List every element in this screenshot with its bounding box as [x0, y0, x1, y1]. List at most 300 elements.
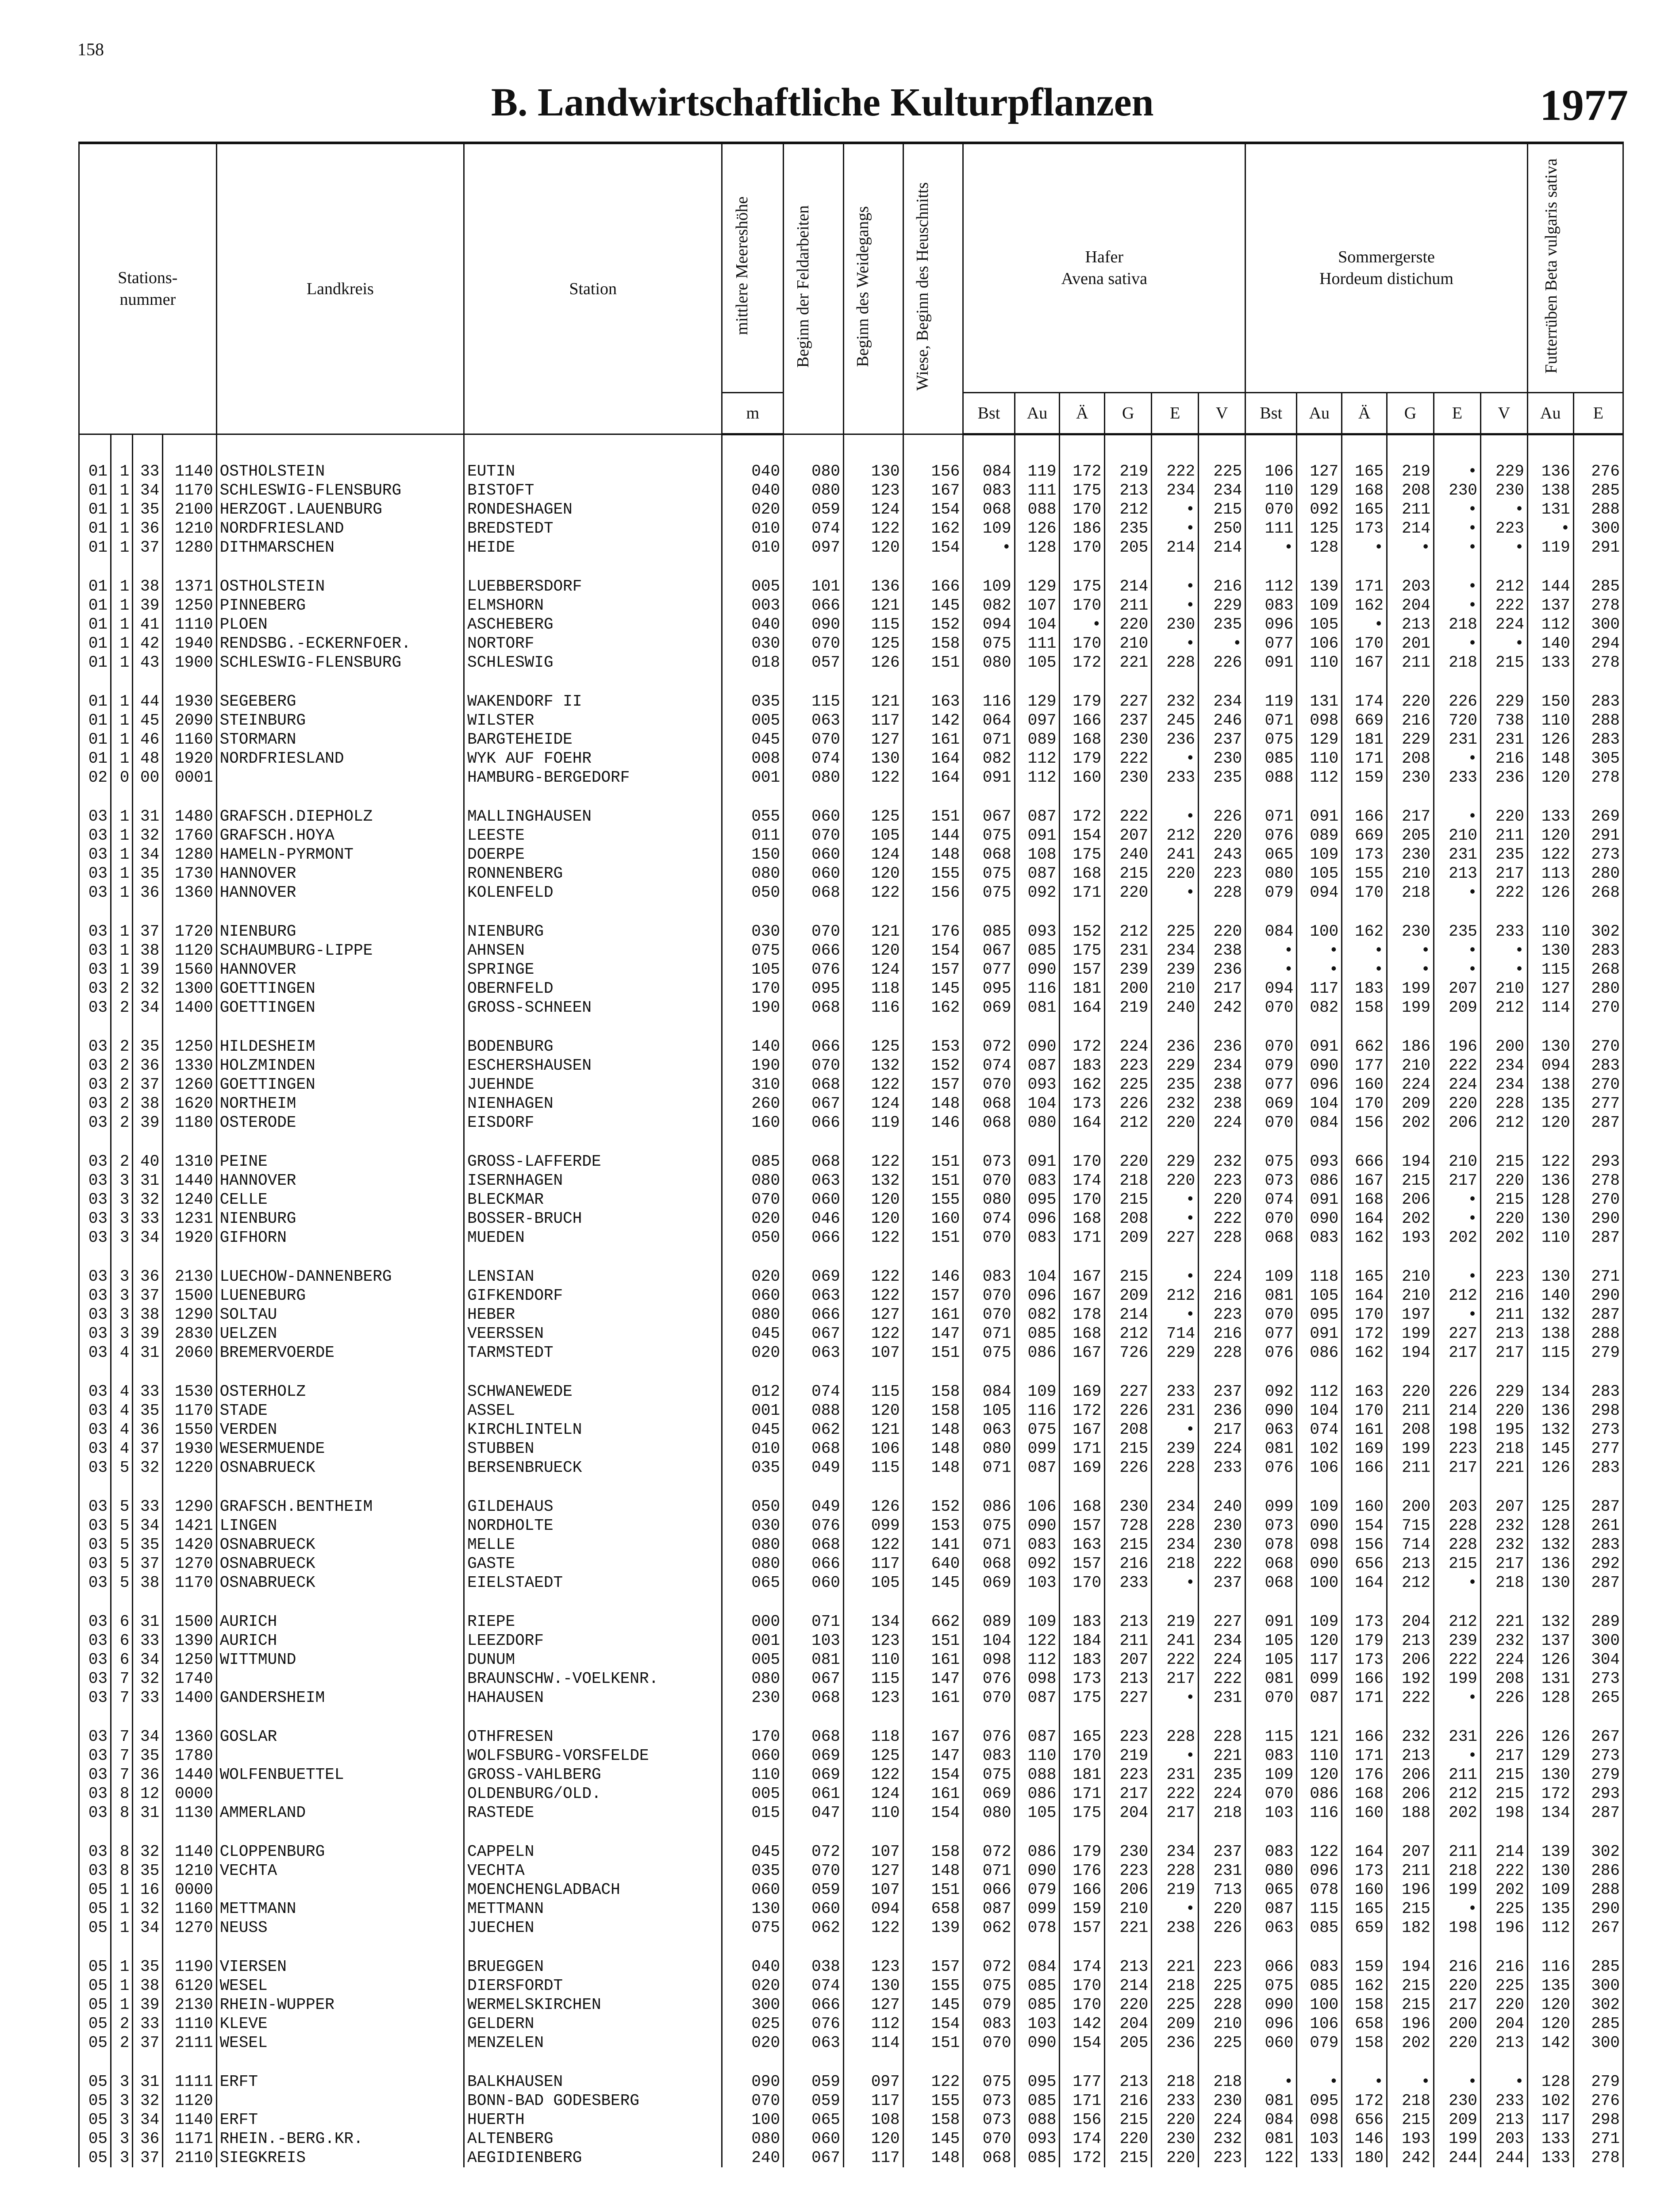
table-cell: 073	[963, 2110, 1015, 2129]
table-cell: GELDERN	[464, 2014, 722, 2033]
table-cell: 232	[1480, 1631, 1527, 1650]
table-cell	[216, 1669, 464, 1688]
table-cell: 239	[1152, 1439, 1199, 1458]
table-row	[79, 1861, 1623, 1880]
table-cell: 211	[1387, 500, 1434, 519]
table-cell: 096	[1015, 1209, 1060, 1228]
table-cell: 115	[1297, 1899, 1342, 1918]
group-spacer	[79, 434, 1623, 462]
table-cell: 136	[1527, 1401, 1573, 1420]
spacer-cell	[1060, 1247, 1105, 1267]
table-cell: 078	[1015, 1918, 1060, 1937]
table-cell: 210	[1480, 979, 1527, 998]
table-cell: 001	[722, 768, 784, 787]
table-cell: 1360	[163, 1727, 216, 1746]
spacer-cell	[1245, 1937, 1297, 1957]
table-cell: 286	[1573, 1861, 1623, 1880]
spacer-cell	[216, 1707, 464, 1727]
table-row	[79, 2091, 1623, 2110]
spacer-cell	[1060, 672, 1105, 692]
table-cell: 167	[1060, 1267, 1105, 1286]
table-cell: 05	[79, 1918, 111, 1937]
table-cell: 714	[1387, 1535, 1434, 1554]
table-cell: 213	[1480, 1324, 1527, 1343]
table-cell: 035	[722, 1861, 784, 1880]
table-row	[79, 749, 1623, 768]
table-cell: 142	[903, 711, 963, 730]
spacer-cell	[1060, 2052, 1105, 2072]
table-cell: 233	[1152, 768, 1199, 787]
table-cell: 1270	[163, 1554, 216, 1573]
spacer-cell	[1245, 1822, 1297, 1842]
spacer-cell	[163, 1477, 216, 1497]
table-cell: 1560	[163, 960, 216, 979]
table-cell: 122	[843, 1918, 903, 1937]
table-cell: HUERTH	[464, 2110, 722, 2129]
table-cell: 000	[722, 1612, 784, 1631]
spacer-cell	[963, 1477, 1015, 1497]
table-row	[79, 519, 1623, 538]
table-cell: 215	[1480, 653, 1527, 672]
table-cell: 218	[1387, 883, 1434, 902]
table-row	[79, 1899, 1623, 1918]
table-cell: 1231	[163, 1209, 216, 1228]
group-spacer	[79, 1247, 1623, 1267]
table-row	[79, 941, 1623, 960]
table-cell: 166	[903, 577, 963, 596]
table-cell: 186	[1060, 519, 1105, 538]
table-cell: •	[1434, 749, 1480, 768]
spacer-cell	[1015, 2052, 1060, 2072]
table-cell: 103	[1245, 1803, 1297, 1822]
table-cell: 183	[1060, 1056, 1105, 1075]
table-cell: 162	[903, 519, 963, 538]
table-cell: 2	[111, 1075, 132, 1094]
spacer-cell	[1297, 2052, 1342, 2072]
table-cell: 040	[722, 481, 784, 500]
table-cell: 091	[1297, 807, 1342, 826]
table-cell: 157	[903, 1957, 963, 1976]
table-cell: 060	[722, 1880, 784, 1899]
spacer-cell	[903, 672, 963, 692]
table-cell: RHEIN-WUPPER	[216, 1995, 464, 2014]
table-cell: 246	[1199, 711, 1245, 730]
table-cell: 059	[784, 2091, 844, 2110]
table-cell: 222	[1480, 596, 1527, 615]
spacer-cell	[722, 434, 784, 462]
table-cell: OSTERHOLZ	[216, 1382, 464, 1401]
table-row	[79, 2033, 1623, 2052]
table-cell: •	[1434, 519, 1480, 538]
table-cell: OSNABRUECK	[216, 1458, 464, 1477]
table-cell: WESEL	[216, 2033, 464, 2052]
table-cell: 098	[963, 1650, 1015, 1669]
table-cell: 229	[1480, 692, 1527, 711]
table-cell: 287	[1573, 1803, 1623, 1822]
spacer-cell	[79, 672, 111, 692]
table-cell: 287	[1573, 1497, 1623, 1516]
table-cell: ERFT	[216, 2110, 464, 2129]
table-cell: 199	[1434, 2129, 1480, 2148]
table-cell: 225	[1199, 1976, 1245, 1995]
spacer-cell	[1245, 434, 1297, 462]
table-cell: 072	[784, 1842, 844, 1861]
table-cell: 070	[722, 1190, 784, 1209]
table-cell: 012	[722, 1382, 784, 1401]
table-cell: 223	[1105, 1056, 1152, 1075]
table-cell: 229	[1387, 730, 1434, 749]
table-cell: 226	[1199, 653, 1245, 672]
table-cell: 1300	[163, 979, 216, 998]
table-cell: 086	[1297, 1343, 1342, 1362]
table-cell: 163	[903, 692, 963, 711]
table-cell: 1	[111, 960, 132, 979]
table-cell: 224	[1199, 2110, 1245, 2129]
table-cell: 137	[1527, 596, 1573, 615]
spacer-cell	[843, 557, 903, 577]
table-cell: 1270	[163, 1918, 216, 1937]
table-row	[79, 1286, 1623, 1305]
spacer-cell	[722, 2052, 784, 2072]
table-cell: 1	[111, 845, 132, 864]
table-cell: 1	[111, 577, 132, 596]
table-cell: 1290	[163, 1497, 216, 1516]
table-cell: 203	[1480, 2129, 1527, 2148]
table-cell: 3	[111, 1190, 132, 1209]
table-cell: 067	[784, 2148, 844, 2167]
table-cell: 068	[1245, 1228, 1297, 1247]
table-cell: 220	[1480, 1171, 1527, 1190]
table-cell: 148	[903, 845, 963, 864]
table-cell: 220	[1434, 1976, 1480, 1995]
table-cell: 158	[1342, 2033, 1387, 2052]
table-cell: 38	[133, 1305, 163, 1324]
spacer-cell	[784, 902, 844, 922]
table-cell: 05	[79, 2129, 111, 2148]
table-cell: 229	[1480, 462, 1527, 481]
table-cell: RENDSBG.-ECKERNFOER.	[216, 634, 464, 653]
table-cell: 1720	[163, 922, 216, 941]
table-row	[79, 1037, 1623, 1056]
table-cell: 075	[963, 826, 1015, 845]
table-cell: AURICH	[216, 1612, 464, 1631]
table-row	[79, 730, 1623, 749]
table-cell: 217	[1199, 979, 1245, 998]
table-row	[79, 1612, 1623, 1631]
spacer-cell	[1480, 1822, 1527, 1842]
table-row	[79, 960, 1623, 979]
spacer-cell	[464, 1592, 722, 1612]
table-cell: 083	[1015, 1535, 1060, 1554]
table-cell: 196	[1387, 1880, 1434, 1899]
table-cell: 0000	[163, 1784, 216, 1803]
table-cell: 070	[1245, 1209, 1297, 1228]
table-cell: 01	[79, 500, 111, 519]
table-cell: 075	[963, 883, 1015, 902]
header-sub-1: Au	[1015, 393, 1060, 434]
table-cell: 190	[722, 998, 784, 1017]
table-cell: 020	[722, 1976, 784, 1995]
spacer-cell	[1199, 902, 1245, 922]
spacer-cell	[1297, 1707, 1342, 1727]
table-cell: 173	[1060, 1669, 1105, 1688]
table-cell: 00	[133, 768, 163, 787]
spacer-cell	[79, 1477, 111, 1497]
table-cell: 083	[1245, 1842, 1297, 1861]
spacer-cell	[111, 1477, 132, 1497]
table-cell: 218	[1199, 2072, 1245, 2091]
table-cell: BRAUNSCHW.-VOELKENR.	[464, 1669, 722, 1688]
table-cell: 090	[1245, 1401, 1297, 1420]
table-cell: 03	[79, 1324, 111, 1343]
table-cell: 035	[722, 692, 784, 711]
table-cell: 127	[843, 730, 903, 749]
table-cell: 666	[1342, 1152, 1387, 1171]
table-cell: 223	[1434, 1439, 1480, 1458]
table-cell: 32	[133, 1669, 163, 1688]
table-cell: •	[1342, 960, 1387, 979]
table-cell: 172	[1060, 807, 1105, 826]
table-cell: 155	[903, 864, 963, 883]
table-cell: 32	[133, 2091, 163, 2110]
spacer-cell	[1480, 672, 1527, 692]
table-cell: 122	[843, 1765, 903, 1784]
table-cell: 1140	[163, 2110, 216, 2129]
table-cell: 226	[1199, 1918, 1245, 1937]
table-cell: 244	[1434, 2148, 1480, 2167]
table-row	[79, 807, 1623, 826]
table-cell: 1	[111, 807, 132, 826]
table-cell: 3	[111, 1267, 132, 1286]
table-cell: MELLE	[464, 1535, 722, 1554]
table-cell: •	[1152, 749, 1199, 768]
table-cell: 082	[963, 596, 1015, 615]
table-cell: 090	[722, 2072, 784, 2091]
header-sub-9: G	[1387, 393, 1434, 434]
table-cell: 122	[843, 1075, 903, 1094]
table-cell: 6120	[163, 1976, 216, 1995]
table-cell: HANNOVER	[216, 883, 464, 902]
table-cell: 119	[1245, 692, 1297, 711]
table-cell: 213	[1105, 1669, 1152, 1688]
table-cell: 03	[79, 1401, 111, 1420]
table-cell: 068	[963, 500, 1015, 519]
table-cell: •	[1152, 883, 1199, 902]
spacer-cell	[1152, 434, 1199, 462]
table-cell: 138	[1527, 481, 1573, 500]
table-cell: 140	[1527, 1286, 1573, 1305]
table-row	[79, 538, 1623, 557]
table-cell: 168	[1060, 730, 1105, 749]
table-row	[79, 577, 1623, 596]
spacer-cell	[1387, 1477, 1434, 1497]
table-cell: 03	[79, 1727, 111, 1746]
spacer-cell	[1480, 1017, 1527, 1037]
table-cell: 152	[903, 1056, 963, 1075]
table-cell: 05	[79, 1899, 111, 1918]
table-cell: 03	[79, 1861, 111, 1880]
table-cell: 212	[1480, 1113, 1527, 1132]
table-row	[79, 1650, 1623, 1669]
table-cell: 2	[111, 1152, 132, 1171]
table-cell: 1220	[163, 1458, 216, 1477]
table-cell: 283	[1573, 1458, 1623, 1477]
table-cell: •	[1387, 960, 1434, 979]
table-cell: 1	[111, 615, 132, 634]
spacer-cell	[1245, 557, 1297, 577]
table-cell: 31	[133, 1343, 163, 1362]
table-cell: 117	[1297, 1650, 1342, 1669]
table-cell: 228	[1434, 1516, 1480, 1535]
table-cell: 215	[1387, 1995, 1434, 2014]
table-cell: 285	[1573, 1957, 1623, 1976]
table-cell: 3	[111, 1171, 132, 1190]
page-number: 158	[77, 39, 104, 59]
table-cell: 126	[1527, 1650, 1573, 1669]
table-cell: 223	[1105, 1727, 1152, 1746]
table-cell: 242	[1199, 998, 1245, 1017]
table-cell: •	[1152, 1899, 1199, 1918]
table-cell: 109	[1297, 1497, 1342, 1516]
table-cell: 220	[1387, 692, 1434, 711]
table-cell: 096	[1297, 1861, 1342, 1880]
table-cell: 126	[843, 653, 903, 672]
table-cell: 162	[903, 998, 963, 1017]
spacer-cell	[111, 1362, 132, 1382]
table-cell: 3	[111, 2072, 132, 2091]
table-cell: 079	[1297, 2033, 1342, 2052]
table-cell: 213	[1480, 2033, 1527, 2052]
table-cell: 230	[1152, 2129, 1199, 2148]
table-cell: 122	[1527, 845, 1573, 864]
table-cell: 030	[722, 634, 784, 653]
table-cell: 090	[1297, 1554, 1342, 1573]
table-cell: 109	[1297, 1612, 1342, 1631]
table-cell: 025	[722, 2014, 784, 2033]
table-cell: 226	[1434, 692, 1480, 711]
spacer-cell	[1573, 557, 1623, 577]
table-cell: 1390	[163, 1631, 216, 1650]
table-cell: 738	[1480, 711, 1527, 730]
table-cell: 120	[1527, 768, 1573, 787]
table-cell: 101	[784, 577, 844, 596]
table-cell: 080	[784, 462, 844, 481]
spacer-cell	[1245, 1247, 1297, 1267]
table-cell: 085	[1015, 2091, 1060, 2110]
spacer-cell	[1527, 672, 1573, 692]
table-cell: 068	[784, 883, 844, 902]
table-cell: 066	[784, 1113, 844, 1132]
table-cell: 122	[843, 1324, 903, 1343]
spacer-cell	[1245, 672, 1297, 692]
table-cell: 020	[722, 500, 784, 519]
table-cell: 076	[784, 960, 844, 979]
table-row	[79, 500, 1623, 519]
spacer-cell	[963, 902, 1015, 922]
table-cell: OSTHOLSTEIN	[216, 577, 464, 596]
table-cell: 160	[1342, 1803, 1387, 1822]
group-spacer	[79, 1707, 1623, 1727]
table-cell: 33	[133, 1382, 163, 1401]
table-cell: 170	[1060, 596, 1105, 615]
table-cell: 122	[843, 1286, 903, 1305]
table-row	[79, 481, 1623, 500]
table-cell: 045	[722, 1842, 784, 1861]
table-cell: 074	[784, 749, 844, 768]
spacer-cell	[843, 1362, 903, 1382]
table-row	[79, 653, 1623, 672]
table-cell: 154	[1060, 826, 1105, 845]
table-cell: 040	[722, 462, 784, 481]
spacer-cell	[1060, 434, 1105, 462]
table-cell: 165	[1342, 1267, 1387, 1286]
table-cell: 109	[1245, 1267, 1297, 1286]
table-cell: STORMARN	[216, 730, 464, 749]
spacer-cell	[1152, 1362, 1199, 1382]
table-cell: GRAFSCH.DIEPHOLZ	[216, 807, 464, 826]
table-cell: VECHTA	[216, 1861, 464, 1880]
spacer-cell	[1199, 1477, 1245, 1497]
table-cell: 105	[1297, 1286, 1342, 1305]
table-cell: 199	[1387, 979, 1434, 998]
spacer-cell	[133, 1132, 163, 1152]
table-cell: 135	[1527, 1976, 1573, 1995]
table-cell: 0001	[163, 768, 216, 787]
table-cell: 160	[722, 1113, 784, 1132]
table-row	[79, 2072, 1623, 2091]
spacer-cell	[1297, 787, 1342, 807]
table-cell: 168	[1060, 1497, 1105, 1516]
table-cell: 216	[1480, 1957, 1527, 1976]
table-cell: GROSS-VAHLBERG	[464, 1765, 722, 1784]
spacer-cell	[1297, 1937, 1342, 1957]
spacer-cell	[784, 2052, 844, 2072]
table-cell: 124	[843, 1094, 903, 1113]
table-cell: 130	[1527, 1267, 1573, 1286]
spacer-cell	[1105, 2052, 1152, 2072]
spacer-cell	[1199, 1017, 1245, 1037]
table-cell: 283	[1573, 941, 1623, 960]
table-cell: 1120	[163, 941, 216, 960]
table-cell: 238	[1199, 1075, 1245, 1094]
table-cell: 5	[111, 1573, 132, 1592]
table-cell: •	[1480, 960, 1527, 979]
spacer-cell	[722, 1017, 784, 1037]
table-cell: 03	[79, 1631, 111, 1650]
table-cell: 298	[1573, 1401, 1623, 1420]
table-cell: 204	[1105, 2014, 1152, 2033]
table-cell: 210	[1434, 826, 1480, 845]
table-cell: 1	[111, 826, 132, 845]
spacer-cell	[843, 1247, 903, 1267]
table-cell: 170	[722, 979, 784, 998]
table-cell: BALKHAUSEN	[464, 2072, 722, 2091]
table-cell: 302	[1573, 922, 1623, 941]
table-cell: 235	[1199, 615, 1245, 634]
table-cell: 05	[79, 1976, 111, 1995]
table-cell: 151	[903, 2033, 963, 2052]
table-cell: 278	[1573, 1171, 1623, 1190]
table-cell: •	[1434, 1190, 1480, 1209]
spacer-cell	[843, 1822, 903, 1842]
table-cell: 070	[963, 1171, 1015, 1190]
spacer-cell	[1573, 1592, 1623, 1612]
table-cell: 139	[903, 1918, 963, 1937]
spacer-cell	[903, 1017, 963, 1037]
table-cell: 125	[843, 807, 903, 826]
table-cell: 094	[1527, 1056, 1573, 1075]
table-cell: 212	[1152, 826, 1199, 845]
